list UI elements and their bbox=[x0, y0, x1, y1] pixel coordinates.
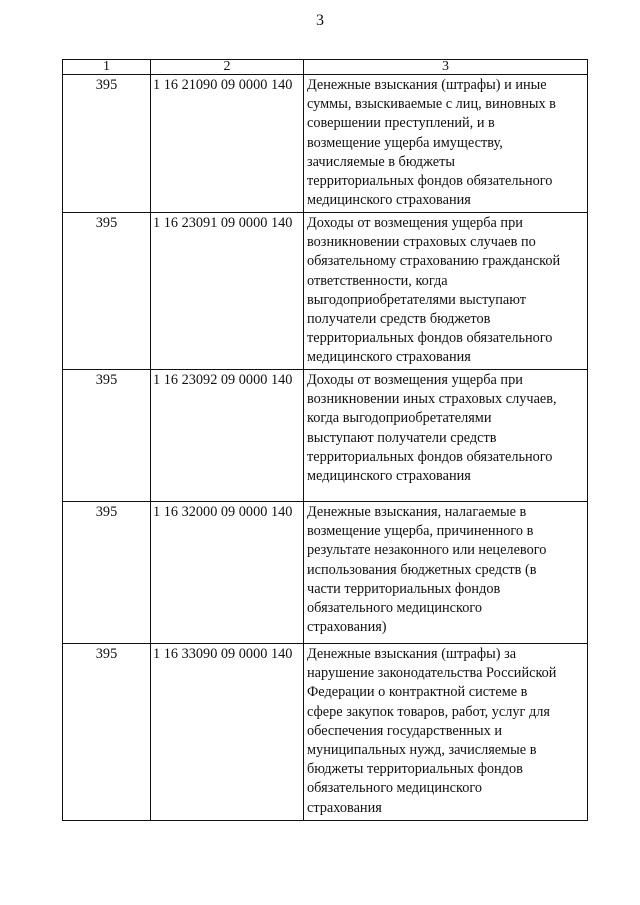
revenue-name-cell bbox=[304, 213, 588, 370]
revenue-name-line: обязательного медицинского bbox=[307, 780, 482, 797]
revenue-name-line: Денежные взыскания (штрафы) и иные bbox=[307, 77, 547, 93]
admin-code-cell: 395 bbox=[63, 213, 151, 370]
revenue-name-line: медицинского страхования bbox=[307, 349, 471, 366]
revenue-name-line: страхования) bbox=[307, 619, 387, 636]
revenue-name-line: Доходы от возмещения ущерба при bbox=[307, 215, 523, 231]
revenue-name-line: страхования bbox=[307, 799, 382, 816]
revenue-name-line: возникновении иных страховых случаев, bbox=[307, 391, 557, 408]
revenue-name-line: когда выгодоприобретателями bbox=[307, 410, 492, 427]
revenue-name-line: зачисляемые в бюджеты bbox=[307, 153, 455, 170]
admin-code-cell: 395 bbox=[63, 644, 151, 821]
revenue-name-line: части территориальных фондов bbox=[307, 580, 501, 597]
revenue-name-line: возмещение ущерба имуществу, bbox=[307, 134, 503, 151]
revenue-name-line: выгодоприобретателями выступают bbox=[307, 291, 527, 308]
table-row bbox=[63, 75, 588, 213]
revenue-name-line: обеспечения государственных и bbox=[307, 722, 502, 739]
table-row bbox=[63, 502, 588, 644]
revenue-name-line: Денежные взыскания, налагаемые в bbox=[307, 504, 527, 520]
revenue-name-cell bbox=[304, 370, 588, 502]
revenue-name-line: совершении преступлений, и в bbox=[307, 115, 495, 132]
revenue-name-line: возмещение ущерба, причиненного в bbox=[307, 523, 534, 540]
revenue-name-line: территориальных фондов обязательного bbox=[307, 330, 553, 347]
table-row bbox=[63, 644, 588, 821]
page-number: 3 bbox=[316, 12, 324, 29]
revenue-name-line: сфере закупок товаров, работ, услуг для bbox=[307, 703, 550, 720]
column-header-2: 2 bbox=[151, 60, 304, 75]
revenue-name-line: нарушение законодательства Российской bbox=[307, 665, 557, 682]
table-row bbox=[63, 213, 588, 370]
revenue-name-line: использования бюджетных средств (в bbox=[307, 561, 537, 578]
column-header-1: 1 bbox=[63, 60, 151, 75]
revenue-name-line: выступают получатели средств bbox=[307, 429, 497, 446]
revenue-name-line: медицинского страхования bbox=[307, 468, 471, 485]
revenue-name-line: суммы, взыскиваемые с лиц, виновных в bbox=[307, 96, 556, 113]
table-row bbox=[63, 370, 588, 502]
budget-code-cell: 1 16 23092 09 0000 140 bbox=[151, 370, 304, 502]
revenue-name-line: территориальных фондов обязательного bbox=[307, 173, 553, 190]
revenue-name-line: получатели средств бюджетов bbox=[307, 311, 491, 328]
revenue-name-line: обязательному страхованию гражданской bbox=[307, 253, 561, 270]
revenue-name-line: обязательного медицинского bbox=[307, 600, 482, 617]
revenue-codes-table bbox=[62, 59, 588, 821]
revenue-name-line: территориальных фондов обязательного bbox=[307, 448, 553, 465]
revenue-name-line: Доходы от возмещения ущерба при bbox=[307, 372, 523, 388]
admin-code-cell: 395 bbox=[63, 502, 151, 644]
admin-code-cell: 395 bbox=[63, 75, 151, 213]
revenue-name-cell bbox=[304, 644, 588, 821]
budget-code-cell: 1 16 33090 09 0000 140 bbox=[151, 644, 304, 821]
budget-code-cell: 1 16 21090 09 0000 140 bbox=[151, 75, 304, 213]
column-header-3: 3 bbox=[304, 60, 588, 75]
admin-code-cell: 395 bbox=[63, 370, 151, 502]
revenue-name-line: муниципальных нужд, зачисляемые в bbox=[307, 742, 537, 759]
revenue-name-cell bbox=[304, 75, 588, 213]
revenue-name-line: медицинского страхования bbox=[307, 192, 471, 209]
revenue-name-line: Денежные взыскания (штрафы) за bbox=[307, 646, 517, 662]
table-header-row bbox=[63, 60, 588, 75]
revenue-name-line: ответственности, когда bbox=[307, 272, 448, 289]
revenue-name-line: возникновении страховых случаев по bbox=[307, 234, 536, 251]
budget-code-cell: 1 16 23091 09 0000 140 bbox=[151, 213, 304, 370]
revenue-name-line: бюджеты территориальных фондов bbox=[307, 761, 523, 778]
revenue-name-line: Федерации о контрактной системе в bbox=[307, 684, 528, 701]
revenue-name-line: результате незаконного или нецелевого bbox=[307, 542, 547, 559]
revenue-name-cell bbox=[304, 502, 588, 644]
budget-code-cell: 1 16 32000 09 0000 140 bbox=[151, 502, 304, 644]
